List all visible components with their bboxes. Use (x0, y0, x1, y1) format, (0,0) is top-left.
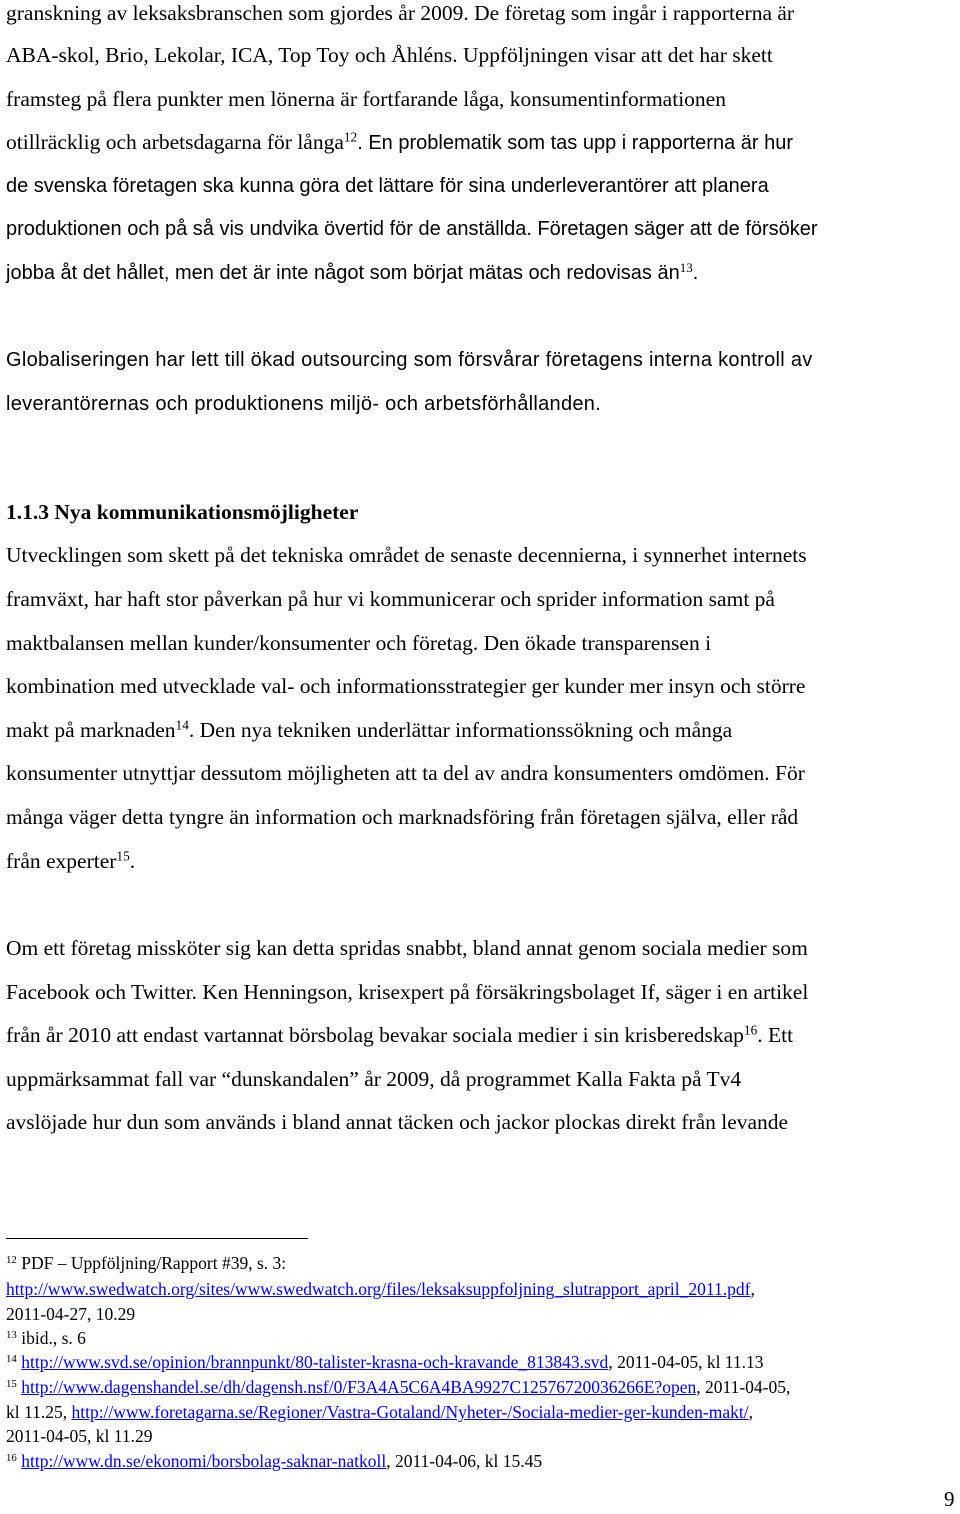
footnote-12-comma: , (750, 1279, 755, 1299)
para1-line-6: produktionen och på så vis undvika övertid för de anställda. Företagen säger att de försöker (6, 218, 818, 240)
footnote-14-after: , 2011-04-05, kl 11.13 (608, 1352, 764, 1372)
footnote-15-after-2: , (748, 1402, 753, 1422)
footnote-14 (6, 1351, 764, 1373)
para1-line-7-start: jobba åt det hållet, men det är inte något som börjat mätas och redovisas än (6, 262, 680, 284)
footnote-13-text: ibid., s. 6 (16, 1328, 86, 1348)
para4-line-3-start: från år 2010 att endast vartannat börsbolag bevakar sociala medier i sin krisberedskap (6, 1023, 744, 1047)
footnote-15-date-2: 2011-04-05, kl 11.29 (6, 1426, 153, 1446)
footnote-14-number: 14 (6, 1353, 17, 1366)
footnote-ref-13[interactable]: 13 (679, 259, 693, 275)
para1-line-1: granskning av leksaksbranschen som gjordes år 2009. De företag som ingår i rapporterna är (6, 1, 795, 25)
footnote-12 (6, 1252, 286, 1274)
section-heading: 1.1.3 Nya kommunikationsmöjligheter (6, 500, 359, 524)
para1-line-4-start: otillräcklig och arbetsdagarna för långa (6, 130, 344, 154)
para4-line-1: Om ett företag missköter sig kan detta spridas snabbt, bland annat genom sociala medier som (6, 936, 808, 960)
footnote-14-link[interactable]: http://www.svd.se/opinion/brannpunkt/80-talister-krasna-och-kravande_813843.svd (21, 1352, 609, 1372)
section-line-4: kombination med utvecklade val- och informationsstrategier ger kunder mer insyn och större (6, 674, 806, 698)
footnote-16 (6, 1450, 542, 1472)
section-line-5 (6, 717, 732, 743)
para1-line-7 (6, 260, 698, 286)
footnote-12-date: 2011-04-27, 10.29 (6, 1304, 136, 1324)
para1-line-5: de svenska företagen ska kunna göra det lättare för sina underleverantörer att planera (6, 175, 769, 197)
footnote-separator (6, 1238, 308, 1239)
footnote-13-number: 13 (6, 1329, 17, 1342)
para4-line-5: avslöjade hur dun som används i bland annat täcken och jackor plockas direkt från levande (6, 1110, 789, 1134)
section-line-8-start: från experter (6, 849, 117, 873)
para1-line-2: ABA-skol, Brio, Lekolar, ICA, Top Toy och Åhléns. Uppföljningen visar att det har skett (6, 43, 773, 67)
section-line-5-end: . Den nya tekniken underlättar informationssökning och många (188, 718, 733, 742)
para4-line-3 (6, 1022, 793, 1048)
footnote-15-after: , 2011-04-05, (696, 1377, 791, 1397)
footnote-15-link-2[interactable]: http://www.foretagarna.se/Regioner/Vastra-Gotaland/Nyheter-/Sociala-medier-ger-kunden-makt/ (71, 1402, 749, 1422)
section-line-8-end: . (129, 849, 136, 873)
footnote-12-link-line (6, 1278, 755, 1300)
section-line-5-start: makt på marknaden (6, 718, 176, 742)
footnote-13 (6, 1327, 86, 1349)
para1-line-4-end: . En problematik som tas upp i rapporterna är hur (357, 132, 793, 154)
footnote-16-after: , 2011-04-06, kl 15.45 (386, 1451, 543, 1471)
section-line-3: maktbalansen mellan kunder/konsumenter och företag. Den ökade transparensen i (6, 631, 712, 655)
para1-line-7-end: . (692, 262, 699, 284)
footnote-15-link[interactable]: http://www.dagenshandel.se/dh/dagensh.nsf/0/F3A4A5C6A4BA9927C12576720036266E?open (21, 1377, 697, 1397)
footnote-12-number: 12 (6, 1254, 17, 1267)
footnote-ref-15[interactable]: 15 (116, 848, 130, 864)
footnote-12-text: PDF – Uppföljning/Rapport #39, s. 3: (16, 1253, 287, 1273)
para4-line-4: uppmärksammat fall var “dunskandalen” år 2009, då programmet Kalla Fakta på Tv4 (6, 1067, 742, 1091)
footnote-ref-16[interactable]: 16 (743, 1022, 758, 1038)
section-line-7: många väger detta tyngre än information och marknadsföring från företagen själva, eller råd (6, 805, 799, 829)
page-number: 9 (944, 1487, 955, 1511)
footnote-15-kl: kl 11.25, (6, 1402, 72, 1422)
para2-line-2: leverantörernas och produktionens miljö- och arbetsförhållanden. (6, 393, 602, 415)
section-line-2: framväxt, har haft stor påverkan på hur vi kommunicerar och sprider information samt på (6, 587, 775, 611)
footnote-15 (6, 1376, 790, 1398)
footnote-12-link[interactable]: http://www.swedwatch.org/sites/www.swedwatch.org/files/leksaksuppfoljning_slutrapport_april_2011.pdf (6, 1279, 751, 1299)
para4-line-2: Facebook och Twitter. Ken Henningson, krisexpert på försäkringsbolaget If, säger i en artikel (6, 980, 809, 1004)
section-line-6: konsumenter utnyttjar dessutom möjligheten att ta del av andra konsumenters omdömen. För (6, 761, 805, 785)
footnote-ref-14[interactable]: 14 (175, 717, 189, 733)
footnote-15-line-2 (6, 1401, 753, 1423)
section-line-8 (6, 848, 135, 874)
para1-line-4 (6, 129, 793, 156)
para1-line-3: framsteg på flera punkter men lönerna är fortfarande låga, konsumentinformationen (6, 87, 726, 111)
footnote-16-link[interactable]: http://www.dn.se/ekonomi/borsbolag-saknar-natkoll (21, 1451, 387, 1471)
section-line-1: Utvecklingen som skett på det tekniska området de senaste decennierna, i synnerhet internets (6, 543, 807, 567)
para2-line-1: Globaliseringen har lett till ökad outsourcing som försvårar företagens interna kontroll av (6, 349, 813, 371)
footnote-15-number: 15 (6, 1378, 17, 1391)
footnote-16-number: 16 (6, 1452, 17, 1465)
footnote-ref-12[interactable]: 12 (343, 129, 358, 145)
para4-line-3-end: . Ett (757, 1023, 794, 1047)
